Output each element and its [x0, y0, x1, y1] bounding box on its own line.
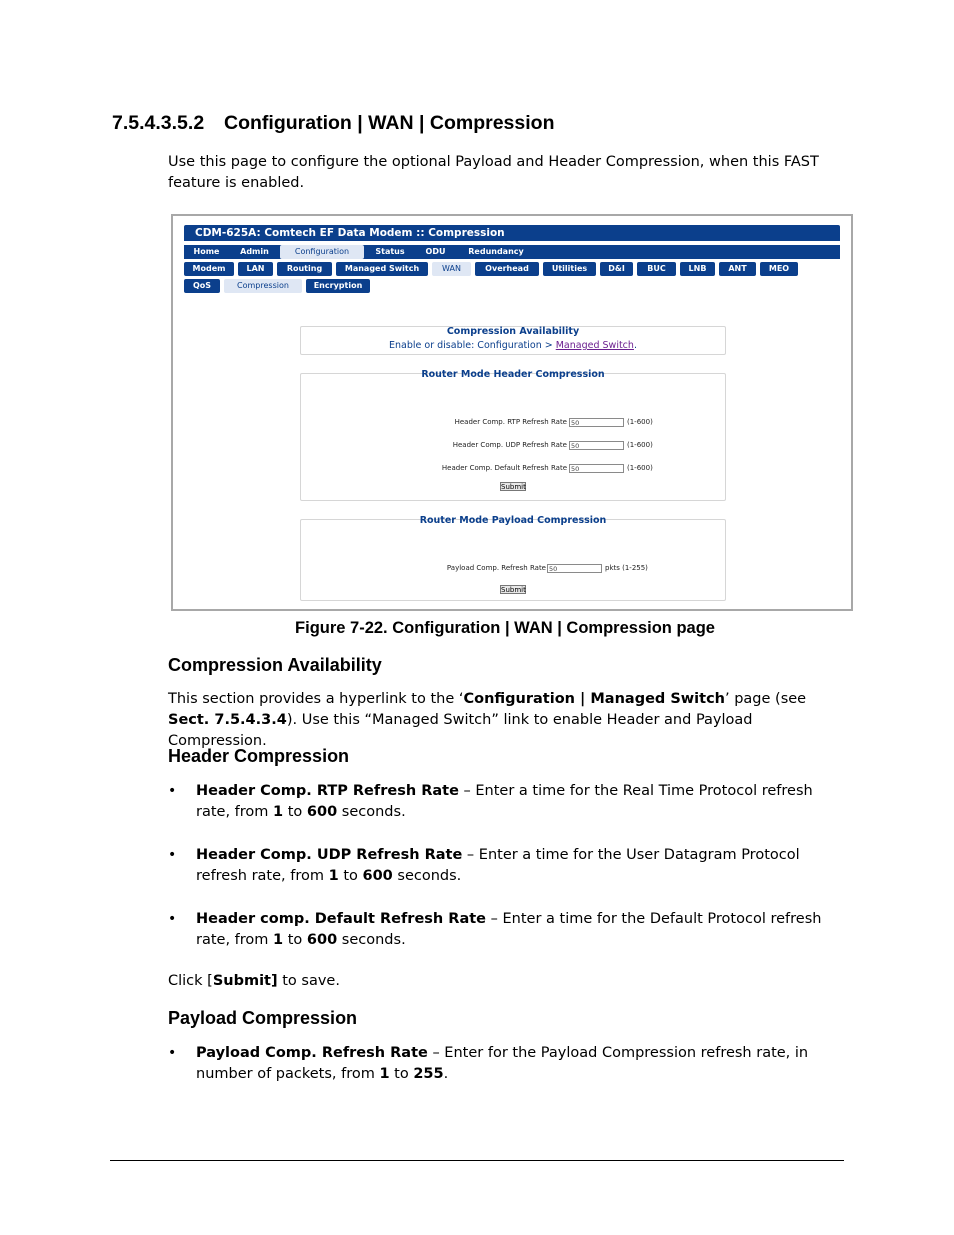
payload-rate-input[interactable]: 50	[547, 564, 602, 573]
tab-buc[interactable]: BUC	[637, 262, 676, 276]
header-udp-row	[301, 441, 725, 451]
tab-wan[interactable]: WAN	[432, 262, 471, 276]
header-udp-input[interactable]: 50	[569, 441, 624, 450]
availability-b2: Sect. 7.5.4.3.4	[168, 712, 287, 728]
tab-compression[interactable]: Compression	[224, 279, 302, 293]
tab-managed-switch[interactable]: Managed Switch	[336, 262, 428, 276]
bullet-rtp-to: to	[283, 804, 307, 820]
header-default-input[interactable]: 50	[569, 464, 624, 473]
tab-odu[interactable]: ODU	[417, 245, 454, 259]
tab-home[interactable]: Home	[184, 245, 229, 259]
section-number: 7.5.4.3.5.2	[112, 112, 205, 134]
tab-modem[interactable]: Modem	[184, 262, 234, 276]
bullet-udp-min: 1	[328, 868, 339, 884]
bullet-payload-text1: – Enter for the Payload Compression refresh rate, in number of packets, from	[196, 1045, 809, 1082]
footer-rule	[110, 1160, 844, 1161]
bullet-rtp-term: Header Comp. RTP Refresh Rate	[196, 783, 459, 799]
bullet-default-to: to	[283, 932, 307, 948]
bullet-default-text	[196, 909, 846, 951]
availability-link-line	[301, 340, 725, 351]
bullet-rtp-text2: seconds.	[337, 804, 406, 820]
tab-routing[interactable]: Routing	[277, 262, 332, 276]
bullet-rtp-min: 1	[273, 804, 284, 820]
bullet-udp-to: to	[338, 868, 363, 884]
header-default-label: Header Comp. Default Refresh Rate	[441, 464, 567, 472]
tab-overhead[interactable]: Overhead	[475, 262, 539, 276]
payload-compression-panel	[300, 515, 726, 601]
tab-admin[interactable]: Admin	[232, 245, 277, 259]
click-submit-line	[168, 971, 340, 992]
bullet-default-min: 1	[273, 932, 284, 948]
bullet-default-text1: – Enter a time for the Default Protocol refresh rate, from	[196, 911, 822, 948]
header-udp-label: Header Comp. UDP Refresh Rate	[452, 441, 567, 449]
payload-rate-row	[301, 564, 725, 574]
header-submit-button[interactable]: Submit	[501, 483, 526, 491]
availability-panel	[300, 326, 726, 355]
availability-b1: Configuration | Managed Switch	[463, 691, 725, 707]
tab-ant[interactable]: ANT	[719, 262, 756, 276]
bullet-udp-text2: seconds.	[392, 868, 462, 884]
tab-configuration[interactable]: Configuration	[280, 245, 364, 259]
payload-rate-label: Payload Comp. Refresh Rate	[446, 564, 546, 572]
header-compression-heading: Header Compression	[168, 746, 350, 766]
section-heading	[112, 112, 555, 135]
header-rtp-range: (1-600)	[627, 418, 653, 426]
click-bold: Submit]	[212, 973, 278, 989]
header-rtp-row	[301, 418, 725, 428]
header-rtp-input[interactable]: 50	[569, 418, 624, 427]
bullet-payload-to: to	[389, 1066, 414, 1082]
bullet-rtp-max: 600	[306, 804, 338, 820]
screenshot-figure	[171, 214, 853, 611]
availability-p1: This section provides a hyperlink to the ‘	[168, 691, 464, 707]
payload-submit-button[interactable]: Submit	[501, 586, 526, 594]
bullet-payload-text	[196, 1043, 846, 1085]
header-rtp-label: Header Comp. RTP Refresh Rate	[454, 418, 567, 426]
bullet-glyph: •	[168, 911, 177, 927]
bullet-payload-max: 255	[413, 1066, 444, 1082]
bullet-rtp-text	[196, 781, 846, 823]
bullet-glyph: •	[168, 847, 177, 863]
bullet-udp-text1: – Enter a time for the User Datagram Protocol refresh rate, from	[196, 847, 800, 884]
managed-switch-link[interactable]: Managed Switch	[555, 340, 634, 351]
availability-panel-title: Compression Availability	[446, 326, 580, 337]
click-post: to save.	[277, 973, 340, 989]
header-default-row	[301, 464, 725, 474]
payload-panel-title: Router Mode Payload Compression	[419, 515, 607, 526]
figure-caption: Figure 7-22. Configuration | WAN | Compression page	[295, 619, 715, 637]
nav-row-primary	[184, 245, 840, 259]
payload-compression-heading: Payload Compression	[168, 1008, 358, 1028]
bullet-payload-term: Payload Comp. Refresh Rate	[196, 1045, 428, 1061]
click-pre: Click [	[168, 973, 213, 989]
bullet-default-max: 600	[306, 932, 338, 948]
tab-utilities[interactable]: Utilities	[543, 262, 596, 276]
bullet-glyph: •	[168, 1045, 177, 1061]
bullet-default-text2: seconds.	[337, 932, 406, 948]
bullet-rtp-text1: – Enter a time for the Real Time Protocol refresh rate, from	[196, 783, 813, 820]
tab-lan[interactable]: LAN	[238, 262, 273, 276]
header-compression-panel	[300, 369, 726, 501]
availability-suffix: .	[633, 340, 637, 351]
availability-text: Enable or disable: Configuration >	[389, 340, 556, 351]
tab-lnb[interactable]: LNB	[680, 262, 715, 276]
header-default-range: (1-600)	[627, 464, 653, 472]
header-udp-range: (1-600)	[627, 441, 653, 449]
tab-redundancy[interactable]: Redundancy	[457, 245, 535, 259]
availability-p2: ’ page (see	[725, 691, 807, 707]
bullet-udp-term: Header Comp. UDP Refresh Rate	[196, 847, 463, 863]
bullet-payload-text2: .	[443, 1066, 449, 1082]
header-panel-title: Router Mode Header Compression	[421, 369, 605, 380]
payload-rate-range: pkts (1-255)	[605, 564, 648, 572]
bullet-default-term: Header comp. Default Refresh Rate	[196, 911, 487, 927]
intro-paragraph: Use this page to configure the optional Payload and Header Compression, when this FAST feature is enabled.	[168, 154, 819, 191]
bullet-payload-min: 1	[379, 1066, 390, 1082]
bullet-glyph: •	[168, 783, 177, 799]
availability-heading: Compression Availability	[168, 655, 382, 675]
availability-p3: ). Use this “Managed Switch” link to enable Header and Payload Compression.	[168, 712, 753, 749]
tab-meo[interactable]: MEO	[760, 262, 798, 276]
tab-qos[interactable]: QoS	[184, 279, 220, 293]
availability-paragraph	[168, 689, 808, 752]
tab-d-and-i[interactable]: D&I	[600, 262, 633, 276]
tab-status[interactable]: Status	[366, 245, 414, 259]
tab-encryption[interactable]: Encryption	[306, 279, 370, 293]
bullet-udp-text	[196, 845, 846, 887]
section-title: Configuration | WAN | Compression	[224, 112, 555, 134]
window-title: CDM-625A: Comtech EF Data Modem :: Compression	[184, 225, 840, 241]
bullet-udp-max: 600	[362, 868, 393, 884]
